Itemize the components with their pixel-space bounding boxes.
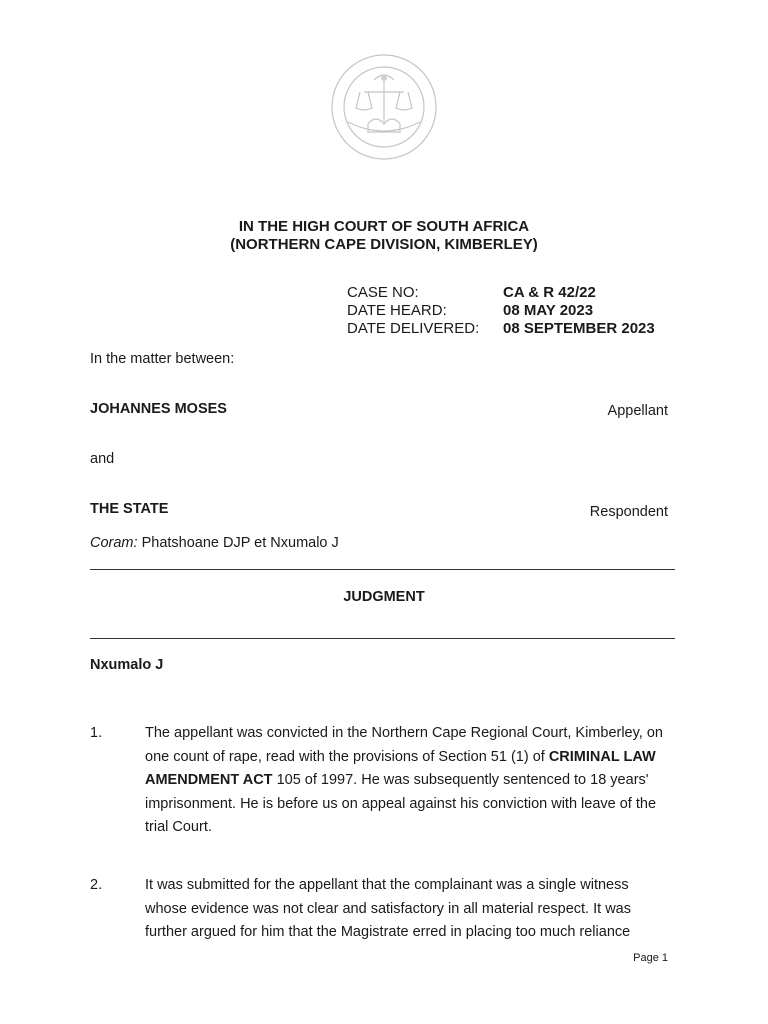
coram-judges: Phatshoane DJP et Nxumalo J <box>141 535 339 551</box>
coram-label: Coram: <box>90 535 138 551</box>
paragraph-text <box>145 722 673 840</box>
respondent-role: Respondent <box>589 504 668 520</box>
case-no-label: CASE NO: <box>347 284 419 301</box>
divider-top <box>90 569 675 570</box>
respondent-name: THE STATE <box>90 501 169 517</box>
date-delivered-label: DATE DELIVERED: <box>347 320 480 337</box>
court-division: (NORTHERN CAPE DIVISION, KIMBERLEY) <box>230 236 538 253</box>
appellant-role: Appellant <box>607 403 668 419</box>
date-delivered-value: 08 SEPTEMBER 2023 <box>503 320 655 337</box>
court-seal-icon <box>318 52 450 162</box>
appellant-name: JOHANNES MOSES <box>90 401 227 417</box>
date-heard-label: DATE HEARD: <box>347 302 447 319</box>
case-no-value: CA & R 42/22 <box>503 284 596 301</box>
court-title: IN THE HIGH COURT OF SOUTH AFRICA <box>238 218 530 235</box>
paragraph-number: 1. <box>90 725 103 741</box>
page-number: Page 1 <box>633 952 668 964</box>
paragraph-number: 2. <box>90 877 103 893</box>
author: Nxumalo J <box>90 657 164 673</box>
coram-line <box>90 535 339 551</box>
and-text: and <box>90 451 115 467</box>
divider-bottom <box>90 638 675 639</box>
paragraph-text-part: The appellant was convicted in the Northern Cape Regional Court, Kimberley, on one count of rape, read with the provisions of Section 51 (1) of <box>145 725 663 765</box>
paragraph-text-part: 105 of 1997. He was subsequently sentenced to 18 years' imprisonment. He is before us on appeal against his conviction with leave of the trial Court. <box>145 772 657 835</box>
matter-intro: In the matter between: <box>90 351 235 367</box>
act-name: CRIMINAL LAW AMENDMENT ACT <box>145 748 656 788</box>
date-heard-value: 08 MAY 2023 <box>503 302 594 319</box>
paragraph-text: It was submitted for the appellant that the complainant was a single witness whose evidence was not clear and satisfactory in all material respect. It was further argued for him that the Magistrate erred in placing too much reliance <box>145 877 631 940</box>
judgment-heading: JUDGMENT <box>343 589 425 605</box>
